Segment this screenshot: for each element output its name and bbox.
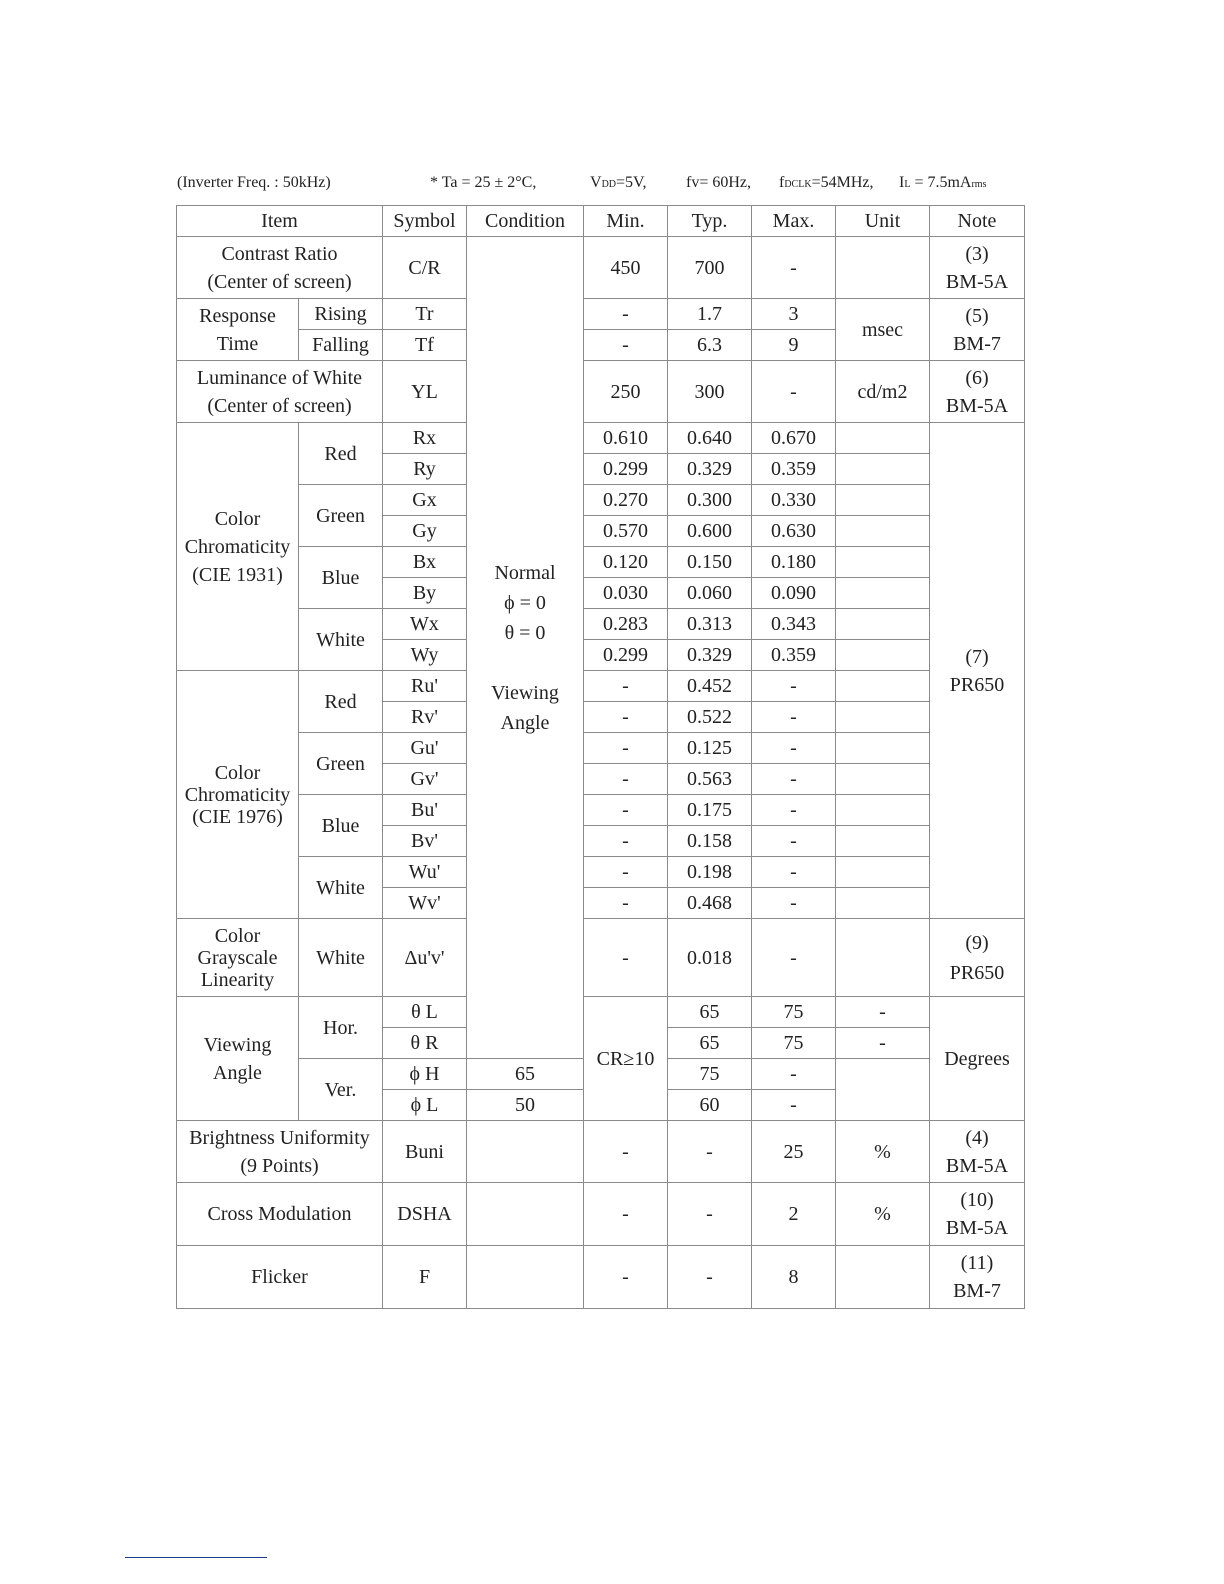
il-symbol: I <box>899 174 905 191</box>
rv-min: - <box>584 702 668 733</box>
condition-line3: θ = 0 <box>504 621 546 644</box>
cie1931-item-line1: Color <box>214 507 261 530</box>
wx-min: 0.283 <box>584 609 668 640</box>
ambient-temperature: * Ta = 25 ± 2°C, <box>430 174 537 191</box>
symbol-rv: Rv' <box>383 702 467 733</box>
table-row <box>177 609 1025 640</box>
cie1931-red: Red <box>299 423 383 485</box>
brightness-typ: - <box>668 1121 752 1183</box>
wy-max: 0.359 <box>752 640 836 671</box>
response-item-line1: Response <box>199 304 276 327</box>
response-rising-typ: 1.7 <box>668 299 752 330</box>
crossmod-min: - <box>584 1183 668 1246</box>
grayscale-note-line2: PR650 <box>949 961 1005 984</box>
bx-max: 0.180 <box>752 547 836 578</box>
wv-typ: 0.468 <box>668 888 752 919</box>
response-note <box>930 299 1025 361</box>
contrast-note-line2: BM-5A <box>945 270 1009 293</box>
ry-min: 0.299 <box>584 454 668 485</box>
phi-h-max: - <box>752 1059 836 1090</box>
phi-l-max: - <box>752 1090 836 1121</box>
fdclk-symbol: f <box>779 174 785 191</box>
theta-l-max: - <box>836 997 930 1028</box>
luminance-item-line2: (Center of screen) <box>207 394 352 417</box>
bx-typ: 0.150 <box>668 547 752 578</box>
symbol-bx: Bx <box>383 547 467 578</box>
bu-min: - <box>584 795 668 826</box>
col-typ: Typ. <box>668 206 752 237</box>
grayscale-min: - <box>584 919 668 997</box>
ru-typ: 0.452 <box>668 671 752 702</box>
grayscale-note <box>930 919 1025 997</box>
col-max: Max. <box>752 206 836 237</box>
lamp-current <box>899 174 986 192</box>
table-row <box>177 423 1025 454</box>
footnote-separator <box>125 1557 267 1558</box>
response-rising-min: - <box>584 299 668 330</box>
ry-typ: 0.329 <box>668 454 752 485</box>
table-row <box>177 795 1025 826</box>
response-falling: Falling <box>299 330 383 361</box>
table-row <box>177 733 1025 764</box>
grayscale-item-line1: Color <box>214 924 261 947</box>
viewing-phi-l: ϕ L <box>383 1090 467 1121</box>
wu-unit <box>836 857 930 888</box>
viewing-phi-h: ϕ H <box>383 1059 467 1090</box>
il-value: = 7.5mA <box>910 174 972 191</box>
wx-unit <box>836 609 930 640</box>
table-row <box>177 997 1025 1028</box>
gv-typ: 0.563 <box>668 764 752 795</box>
gu-typ: 0.125 <box>668 733 752 764</box>
cie1976-item-line1: Color <box>214 761 261 784</box>
brightness-item-line2: (9 Points) <box>240 1154 319 1177</box>
contrast-min: 450 <box>584 237 668 299</box>
cie1976-item-line2: Chromaticity <box>184 783 291 806</box>
condition-line4: Viewing <box>491 681 559 704</box>
response-falling-typ: 6.3 <box>668 330 752 361</box>
response-item <box>177 299 299 361</box>
response-falling-min: - <box>584 330 668 361</box>
cie1931-green: Green <box>299 485 383 547</box>
wx-typ: 0.313 <box>668 609 752 640</box>
contrast-note-line1: (3) <box>965 242 989 265</box>
gx-max: 0.330 <box>752 485 836 516</box>
table-row <box>177 1121 1025 1183</box>
rx-unit <box>836 423 930 454</box>
vdd-condition <box>590 174 647 192</box>
flicker-note-line1: (11) <box>960 1252 994 1274</box>
cie1976-red: Red <box>299 671 383 733</box>
vdd-subscript: DD <box>601 179 617 190</box>
wx-max: 0.343 <box>752 609 836 640</box>
brightness-min: - <box>584 1121 668 1183</box>
wu-max: - <box>752 857 836 888</box>
condition-spacer <box>467 648 583 678</box>
crossmod-symbol: DSHA <box>383 1183 467 1246</box>
symbol-bu: Bu' <box>383 795 467 826</box>
col-symbol: Symbol <box>383 206 467 237</box>
table-row <box>177 1246 1025 1309</box>
col-min: Min. <box>584 206 668 237</box>
crossmod-note-line1: (10) <box>960 1189 994 1211</box>
theta-r-max: - <box>836 1028 930 1059</box>
symbol-gy: Gy <box>383 516 467 547</box>
grayscale-note-line1: (9) <box>965 931 989 954</box>
viewing-theta-r: θ R <box>383 1028 467 1059</box>
fdclk-subscript: DCLK <box>784 179 812 190</box>
bv-unit <box>836 826 930 857</box>
wv-min: - <box>584 888 668 919</box>
by-max: 0.090 <box>752 578 836 609</box>
bx-min: 0.120 <box>584 547 668 578</box>
condition-line2: ϕ = 0 <box>504 591 546 614</box>
response-falling-max: 9 <box>752 330 836 361</box>
table-row <box>177 237 1025 299</box>
symbol-wy: Wy <box>383 640 467 671</box>
gy-max: 0.630 <box>752 516 836 547</box>
brightness-item-line1: Brightness Uniformity <box>189 1126 370 1149</box>
crossmod-item: Cross Modulation <box>177 1183 383 1246</box>
brightness-unit: % <box>836 1121 930 1183</box>
symbol-by: By <box>383 578 467 609</box>
il-subscript: L <box>904 179 911 190</box>
luminance-note-line1: (6) <box>965 366 989 389</box>
gv-max: - <box>752 764 836 795</box>
rv-typ: 0.522 <box>668 702 752 733</box>
vertical-frequency: fv= 60Hz, <box>686 174 752 191</box>
ru-min: - <box>584 671 668 702</box>
contrast-typ: 700 <box>668 237 752 299</box>
wv-unit <box>836 888 930 919</box>
luminance-note-line2: BM-5A <box>945 394 1009 417</box>
phi-h-min: 65 <box>467 1059 584 1090</box>
crossmod-unit: % <box>836 1183 930 1246</box>
col-unit: Unit <box>836 206 930 237</box>
table-row <box>177 299 1025 330</box>
condition-normal <box>467 237 584 1059</box>
theta-r-typ: 75 <box>752 1028 836 1059</box>
luminance-symbol: YL <box>383 361 467 423</box>
rv-unit <box>836 702 930 733</box>
table-row <box>177 1183 1025 1246</box>
flicker-note <box>930 1246 1025 1309</box>
gv-min: - <box>584 764 668 795</box>
ry-unit <box>836 454 930 485</box>
grayscale-white: White <box>299 919 383 997</box>
luminance-typ: 300 <box>668 361 752 423</box>
table-row <box>177 671 1025 702</box>
bx-unit <box>836 547 930 578</box>
symbol-gv: Gv' <box>383 764 467 795</box>
fdclk-value: =54MHz, <box>811 174 874 191</box>
response-rising: Rising <box>299 299 383 330</box>
cie1931-item-line3: (CIE 1931) <box>192 563 283 586</box>
col-item: Item <box>177 206 383 237</box>
viewing-theta-l: θ L <box>383 997 467 1028</box>
gu-min: - <box>584 733 668 764</box>
contrast-symbol: C/R <box>383 237 467 299</box>
contrast-item-line1: Contrast Ratio <box>221 242 338 265</box>
wv-max: - <box>752 888 836 919</box>
rx-typ: 0.640 <box>668 423 752 454</box>
contrast-item-line2: (Center of screen) <box>207 270 352 293</box>
wy-unit <box>836 640 930 671</box>
symbol-ru: Ru' <box>383 671 467 702</box>
flicker-item: Flicker <box>177 1246 383 1309</box>
wy-typ: 0.329 <box>668 640 752 671</box>
flicker-symbol: F <box>383 1246 467 1309</box>
viewing-item <box>177 997 299 1121</box>
grayscale-item <box>177 919 299 997</box>
viewing-unit: Degrees <box>930 997 1025 1121</box>
grayscale-max: - <box>752 919 836 997</box>
header-row <box>177 206 1025 237</box>
vdd-value: =5V, <box>616 174 647 191</box>
col-note: Note <box>930 206 1025 237</box>
viewing-item-line1: Viewing <box>203 1033 272 1056</box>
cie1976-item-line3: (CIE 1976) <box>192 805 283 828</box>
crossmod-note-line2: BM-5A <box>945 1217 1009 1239</box>
rv-max: - <box>752 702 836 733</box>
response-unit: msec <box>836 299 930 361</box>
viewing-ver: Ver. <box>299 1059 383 1121</box>
table-row <box>177 485 1025 516</box>
brightness-max: 25 <box>752 1121 836 1183</box>
contrast-max: - <box>752 237 836 299</box>
rx-max: 0.670 <box>752 423 836 454</box>
contrast-note <box>930 237 1025 299</box>
vdd-symbol: V <box>590 174 602 191</box>
cie1931-blue: Blue <box>299 547 383 609</box>
by-unit <box>836 578 930 609</box>
table-row <box>177 919 1025 997</box>
condition-line5: Angle <box>500 711 550 734</box>
flicker-typ: - <box>668 1246 752 1309</box>
theta-l-typ: 75 <box>752 997 836 1028</box>
flicker-note-line2: BM-7 <box>953 1280 1001 1302</box>
gy-typ: 0.600 <box>668 516 752 547</box>
brightness-item <box>177 1121 383 1183</box>
table-row <box>177 857 1025 888</box>
theta-l-min: 65 <box>668 997 752 1028</box>
symbol-ry: Ry <box>383 454 467 485</box>
crossmod-typ: - <box>668 1183 752 1246</box>
gx-unit <box>836 485 930 516</box>
chromaticity-note-line2: PR650 <box>949 673 1005 696</box>
symbol-wu: Wu' <box>383 857 467 888</box>
symbol-gu: Gu' <box>383 733 467 764</box>
luminance-max: - <box>752 361 836 423</box>
table-row <box>177 361 1025 423</box>
wu-typ: 0.198 <box>668 857 752 888</box>
response-rising-max: 3 <box>752 299 836 330</box>
response-rising-symbol: Tr <box>383 299 467 330</box>
contrast-item <box>177 237 383 299</box>
bv-min: - <box>584 826 668 857</box>
grayscale-item-line2: Grayscale <box>197 946 278 969</box>
bu-max: - <box>752 795 836 826</box>
il-unit: rms <box>971 179 987 190</box>
contrast-unit <box>836 237 930 299</box>
ru-max: - <box>752 671 836 702</box>
symbol-wv: Wv' <box>383 888 467 919</box>
luminance-item-line1: Luminance of White <box>196 366 363 389</box>
gy-unit <box>836 516 930 547</box>
cie1976-item <box>177 671 299 919</box>
cie1976-blue: Blue <box>299 795 383 857</box>
brightness-note <box>930 1121 1025 1183</box>
by-typ: 0.060 <box>668 578 752 609</box>
rx-min: 0.610 <box>584 423 668 454</box>
by-min: 0.030 <box>584 578 668 609</box>
grayscale-unit <box>836 919 930 997</box>
bv-max: - <box>752 826 836 857</box>
cie1976-white: White <box>299 857 383 919</box>
luminance-item <box>177 361 383 423</box>
col-condition: Condition <box>467 206 584 237</box>
brightness-condition <box>467 1121 584 1183</box>
flicker-min: - <box>584 1246 668 1309</box>
optical-specifications-table <box>176 205 1025 1309</box>
phi-l-typ: 60 <box>668 1090 752 1121</box>
bu-typ: 0.175 <box>668 795 752 826</box>
chromaticity-note-line1: (7) <box>965 645 989 668</box>
cie1931-item-line2: Chromaticity <box>184 535 291 558</box>
gx-typ: 0.300 <box>668 485 752 516</box>
brightness-note-line2: BM-5A <box>945 1154 1009 1177</box>
wu-min: - <box>584 857 668 888</box>
gy-min: 0.570 <box>584 516 668 547</box>
phi-l-min: 50 <box>467 1090 584 1121</box>
response-note-line1: (5) <box>965 304 989 327</box>
gx-min: 0.270 <box>584 485 668 516</box>
symbol-gx: Gx <box>383 485 467 516</box>
flicker-max: 8 <box>752 1246 836 1309</box>
luminance-note <box>930 361 1025 423</box>
viewing-condition: CR≥10 <box>584 997 668 1121</box>
crossmod-max: 2 <box>752 1183 836 1246</box>
table-row <box>177 547 1025 578</box>
grayscale-typ: 0.018 <box>668 919 752 997</box>
condition-line1: Normal <box>494 561 556 584</box>
response-item-line2: Time <box>216 332 259 355</box>
viewing-hor: Hor. <box>299 997 383 1059</box>
flicker-unit <box>836 1246 930 1309</box>
flicker-condition <box>467 1246 584 1309</box>
bu-unit <box>836 795 930 826</box>
viewing-item-line2: Angle <box>213 1061 262 1084</box>
gu-max: - <box>752 733 836 764</box>
theta-r-min: 65 <box>668 1028 752 1059</box>
response-note-line2: BM-7 <box>953 332 1001 355</box>
crossmod-condition <box>467 1183 584 1246</box>
wy-min: 0.299 <box>584 640 668 671</box>
cie1931-white: White <box>299 609 383 671</box>
bv-typ: 0.158 <box>668 826 752 857</box>
symbol-bv: Bv' <box>383 826 467 857</box>
gv-unit <box>836 764 930 795</box>
chromaticity-note <box>930 423 1025 919</box>
response-falling-symbol: Tf <box>383 330 467 361</box>
luminance-min: 250 <box>584 361 668 423</box>
gu-unit <box>836 733 930 764</box>
symbol-rx: Rx <box>383 423 467 454</box>
dclk-condition <box>779 174 873 192</box>
phi-h-typ: 75 <box>668 1059 752 1090</box>
ru-unit <box>836 671 930 702</box>
symbol-wx: Wx <box>383 609 467 640</box>
brightness-note-line1: (4) <box>965 1126 989 1149</box>
brightness-symbol: Buni <box>383 1121 467 1183</box>
cie1976-green: Green <box>299 733 383 795</box>
luminance-unit: cd/m2 <box>836 361 930 423</box>
grayscale-symbol: Δu'v' <box>383 919 467 997</box>
conditions-header <box>177 174 1027 200</box>
crossmod-note <box>930 1183 1025 1246</box>
grayscale-item-line3: Linearity <box>200 968 275 991</box>
inverter-freq: (Inverter Freq. : 50kHz) <box>177 174 331 191</box>
cie1931-item <box>177 423 299 671</box>
ry-max: 0.359 <box>752 454 836 485</box>
